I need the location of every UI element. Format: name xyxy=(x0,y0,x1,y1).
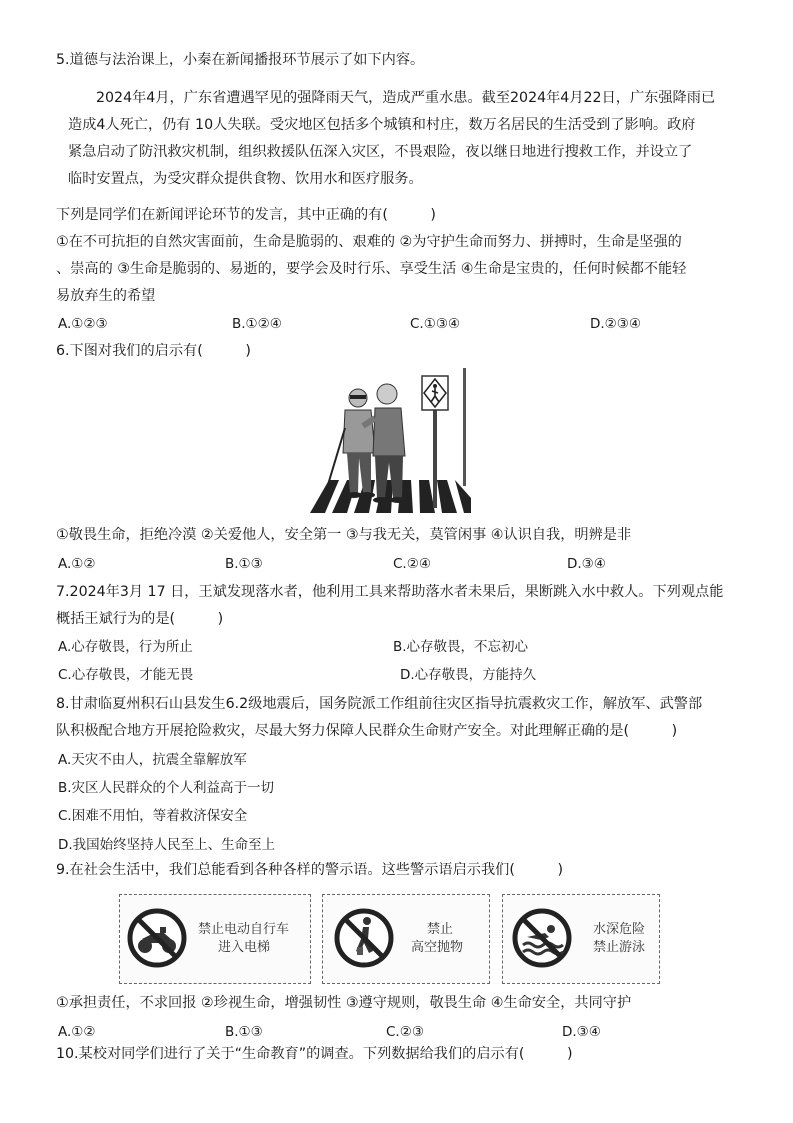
q5-option-b[interactable]: B.①②④ xyxy=(232,316,282,332)
q7-option-c[interactable]: C.心存敬畏，才能无畏 xyxy=(58,667,194,683)
q5-news-line-1: 2024年4月，广东省遭遇罕见的强降雨天气，造成严重水患。截至2024年4月22日，广东强降雨已 xyxy=(96,90,716,106)
q7-option-b[interactable]: B.心存敬畏，不忘初心 xyxy=(393,639,529,655)
sign-no-ebike-elevator xyxy=(119,894,311,984)
crosswalk-illustration xyxy=(305,368,471,518)
q6-option-d[interactable]: D.③④ xyxy=(567,556,606,572)
q6-option-c[interactable]: C.②④ xyxy=(393,556,431,572)
q9-option-d[interactable]: D.③④ xyxy=(562,1024,601,1040)
q7-stem-line-1: 7.2024年3月 17 日，王斌发现落水者，他利用工具来帮助落水者未果后，果断跳入水中救人。下列观点能 xyxy=(56,584,724,600)
q8-option-a[interactable]: A.天灾不由人，抗震全靠解放军 xyxy=(58,752,247,768)
sign-3-line-1: 水深危险 xyxy=(593,922,646,937)
q6-statements: ①敬畏生命，拒绝冷漠 ②关爱他人，安全第一 ③与我无关，莫管闲事 ④认识自我，明辨是非 xyxy=(56,527,632,543)
q10-stem: 10.某校对同学们进行了关于“生命教育”的调查。下列数据给我们的启示有( ) xyxy=(56,1046,573,1062)
sign-1-line-1: 禁止电动自行车 xyxy=(198,922,290,937)
q9-option-b[interactable]: B.①③ xyxy=(225,1024,263,1040)
q5-question: 下列是同学们在新闻评论环节的发言，其中正确的有( ) xyxy=(56,207,436,223)
q5-statement-line-1: ①在不可抗拒的自然灾害面前，生命是脆弱的、艰难的 ②为守护生命而努力、拼搏时，生命是坚强的 xyxy=(56,234,682,250)
q8-stem-line-1: 8.甘肃临夏州积石山县发生6.2级地震后，国务院派工作组前往灾区指导抗震救灾工作，解放军、武警部 xyxy=(56,696,703,712)
q9-option-a[interactable]: A.①② xyxy=(58,1024,96,1040)
sign-no-throwing xyxy=(322,894,490,984)
q8-stem-line-2: 队积极配合地方开展抢险救灾，尽最大努力保障人民群众生命财产安全。对此理解正确的是( ) xyxy=(56,723,678,739)
q9-statements: ①承担责任，不求回报 ②珍视生命，增强韧性 ③遵守规则，敬畏生命 ④生命安全，共同守护 xyxy=(56,995,632,1011)
q6-option-b[interactable]: B.①③ xyxy=(225,556,263,572)
q7-option-a[interactable]: A.心存敬畏，行为所止 xyxy=(58,639,193,655)
q8-option-c[interactable]: C.困难不用怕，等着救济保安全 xyxy=(58,808,248,824)
sign-2-line-1: 禁止 xyxy=(427,922,454,937)
q6-option-a[interactable]: A.①② xyxy=(58,556,96,572)
q5-news-line-4: 临时安置点，为受灾群众提供食物、饮用水和医疗服务。 xyxy=(68,171,423,187)
q5-news-line-2: 造成4人死亡，仍有 10人失联。受灾地区包括多个城镇和村庄，数万名居民的生活受到了影响。政府 xyxy=(68,117,696,133)
no-ebike-icon xyxy=(126,907,188,969)
q7-option-d[interactable]: D.心存敬畏，方能持久 xyxy=(400,667,537,683)
sign-no-swimming xyxy=(502,894,660,984)
q8-option-b[interactable]: B.灾区人民群众的个人利益高于一切 xyxy=(58,780,275,796)
q5-option-c[interactable]: C.①③④ xyxy=(410,316,461,332)
sign-2-line-2: 高空抛物 xyxy=(411,940,464,955)
q5-option-a[interactable]: A.①②③ xyxy=(58,316,108,332)
no-swimming-icon xyxy=(511,907,573,969)
q5-statement-line-3: 易放弃生的希望 xyxy=(56,288,156,304)
q9-option-c[interactable]: C.②③ xyxy=(386,1024,424,1040)
no-throwing-icon xyxy=(333,907,395,969)
sign-1-line-2: 进入电梯 xyxy=(218,940,271,955)
q9-stem: 9.在社会生活中，我们总能看到各种各样的警示语。这些警示语启示我们( ) xyxy=(56,862,563,878)
q7-stem-line-2: 概括王斌行为的是( ) xyxy=(56,611,224,627)
q8-option-d[interactable]: D.我国始终坚持人民至上、生命至上 xyxy=(58,837,276,853)
q6-stem: 6.下图对我们的启示有( ) xyxy=(56,343,251,359)
q5-statement-line-2: 、崇高的 ③生命是脆弱的、易逝的，要学会及时行乐、享受生活 ④生命是宝贵的，任何时候都不能轻 xyxy=(56,261,687,277)
q5-stem: 5.道德与法治课上，小秦在新闻播报环节展示了如下内容。 xyxy=(56,52,425,68)
q5-news-line-3: 紧急启动了防汛救灾机制，组织救援队伍深入灾区，不畏艰险，夜以继日地进行搜救工作，并设立了 xyxy=(68,144,693,160)
sign-3-line-2: 禁止游泳 xyxy=(593,940,646,955)
q5-option-d[interactable]: D.②③④ xyxy=(590,316,641,332)
